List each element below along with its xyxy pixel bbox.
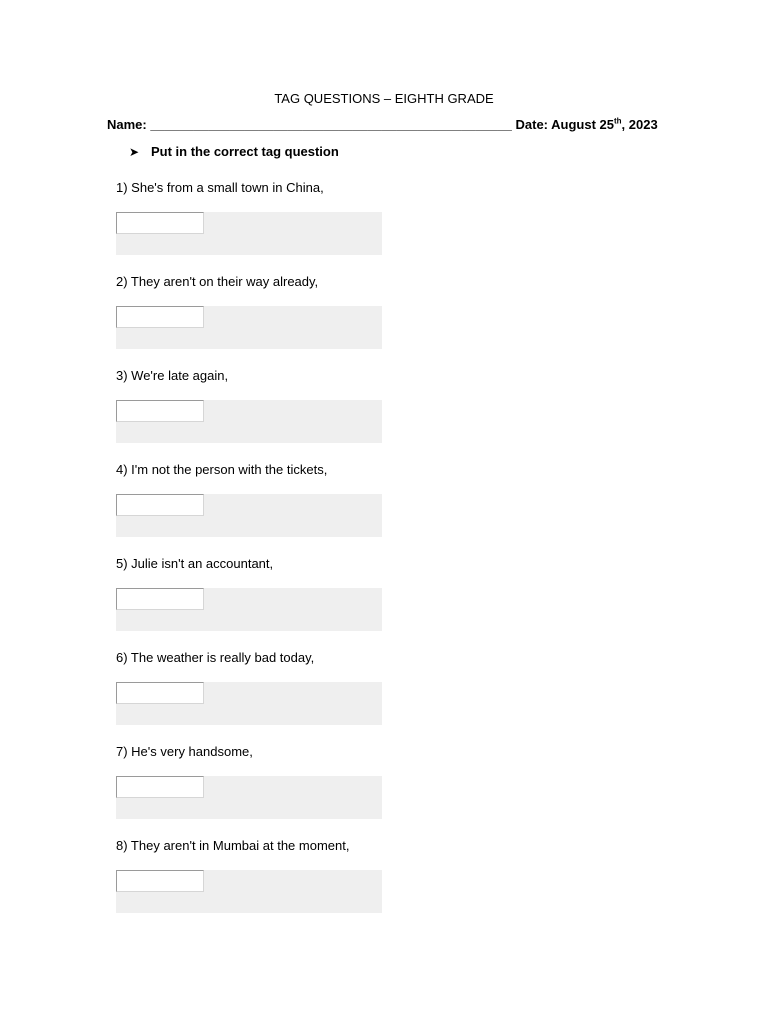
answer-input[interactable] [116, 400, 204, 422]
answer-area [116, 400, 382, 443]
question-item [116, 368, 676, 384]
answer-input[interactable] [116, 870, 204, 892]
instruction-text: Put in the correct tag question [151, 144, 339, 159]
question-item [116, 744, 676, 760]
answer-input[interactable] [116, 776, 204, 798]
answer-area [116, 306, 382, 349]
question-item [116, 650, 676, 666]
worksheet-title: TAG QUESTIONS – EIGHTH GRADE [274, 91, 494, 106]
question-text: 8) They aren't in Mumbai at the moment, [116, 838, 350, 853]
question-text: 4) I'm not the person with the tickets, [116, 462, 328, 477]
answer-input[interactable] [116, 682, 204, 704]
question-item [116, 274, 676, 290]
answer-input[interactable] [116, 306, 204, 328]
question-item [116, 556, 676, 572]
question-text: 6) The weather is really bad today, [116, 650, 315, 665]
answer-input[interactable] [116, 212, 204, 234]
date-year: , 2023 [621, 117, 658, 132]
answer-area [116, 212, 382, 255]
question-item [116, 838, 676, 854]
question-text: 1) She's from a small town in China, [116, 180, 324, 195]
question-text: 7) He's very handsome, [116, 744, 253, 759]
name-label: Name: [107, 117, 147, 132]
date-label: Date: August 25 [515, 117, 614, 132]
question-text: 3) We're late again, [116, 368, 229, 383]
answer-input[interactable] [116, 588, 204, 610]
date-ordinal-suffix: th [613, 116, 622, 126]
name-date-row [107, 116, 658, 133]
question-text: 2) They aren't on their way already, [116, 274, 319, 289]
answer-input[interactable] [116, 494, 204, 516]
answer-area [116, 494, 382, 537]
instruction [129, 144, 339, 160]
answer-area [116, 776, 382, 819]
answer-area [116, 870, 382, 913]
name-line: __________________________________________________ [150, 117, 512, 132]
arrow-bullet-icon: ➤ [129, 145, 140, 159]
question-item [116, 462, 676, 478]
answer-area [116, 588, 382, 631]
answer-area [116, 682, 382, 725]
question-item [116, 180, 676, 196]
question-text: 5) Julie isn't an accountant, [116, 556, 274, 571]
